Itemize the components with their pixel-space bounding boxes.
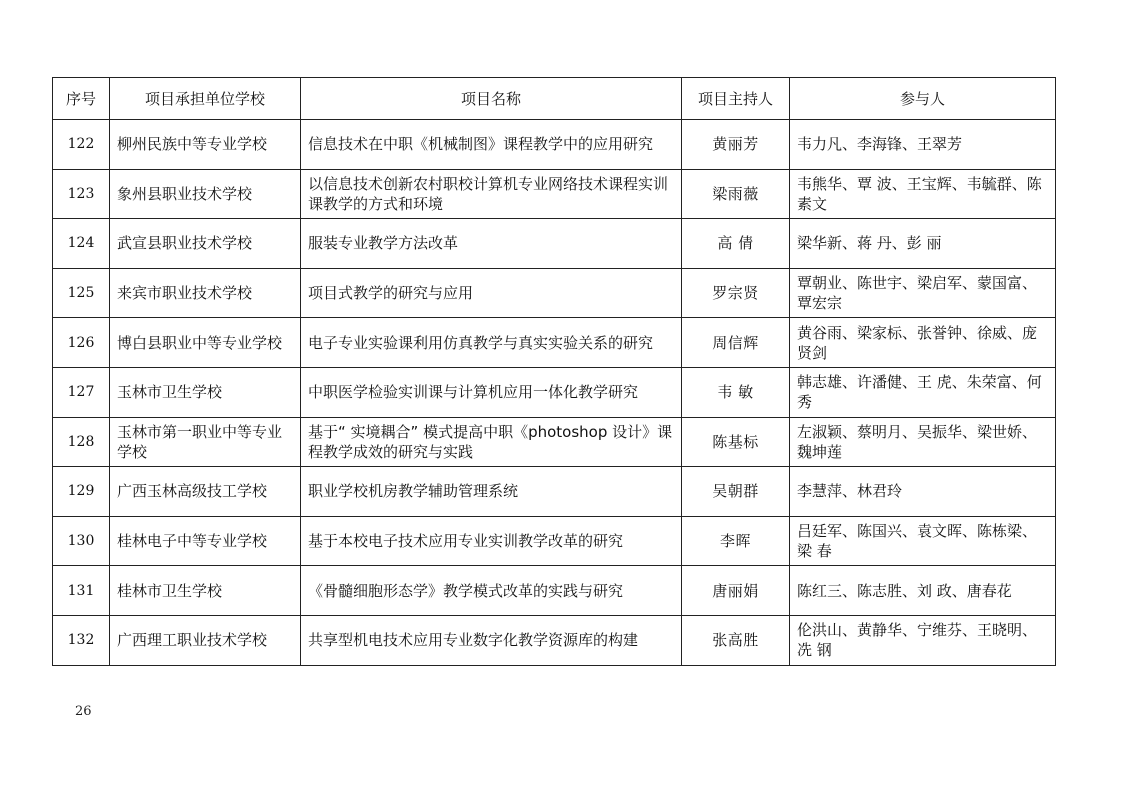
row-host: 周信辉 [682, 318, 790, 368]
row-members: 韩志雄、许潘健、王 虎、朱荣富、何 秀 [790, 367, 1056, 417]
row-host: 唐丽娟 [682, 566, 790, 616]
row-project: 以信息技术创新农村职校计算机专业网络技术课程实训课教学的方式和环境 [301, 169, 682, 219]
row-school: 广西理工职业技术学校 [110, 615, 301, 665]
row-number: 129 [53, 467, 110, 517]
row-host: 高 倩 [682, 219, 790, 269]
row-host: 李晖 [682, 516, 790, 566]
row-number: 127 [53, 367, 110, 417]
row-project: 中职医学检验实训课与计算机应用一体化教学研究 [301, 367, 682, 417]
row-members: 左淑颖、蔡明月、吴振华、梁世娇、魏坤莲 [790, 417, 1056, 467]
row-members: 梁华新、蒋 丹、彭 丽 [790, 219, 1056, 269]
header-host: 项目主持人 [682, 78, 790, 120]
table-row [53, 268, 1056, 318]
row-number: 124 [53, 219, 110, 269]
row-school: 玉林市第一职业中等专业学校 [110, 417, 301, 467]
row-project: 基于“ 实境耦合” 模式提高中职《photoshop 设计》课程教学成效的研究与实践 [301, 417, 682, 467]
row-members: 覃朝业、陈世宇、梁启军、蒙国富、覃宏宗 [790, 268, 1056, 318]
header-project-name: 项目名称 [301, 78, 682, 120]
row-members: 韦力凡、李海锋、王翠芳 [790, 120, 1056, 170]
row-project: 电子专业实验课利用仿真教学与真实实验关系的研究 [301, 318, 682, 368]
row-host: 陈基标 [682, 417, 790, 467]
row-members: 伦洪山、黄静华、宁维芬、王晓明、冼 钢 [790, 615, 1056, 665]
row-school: 博白县职业中等专业学校 [110, 318, 301, 368]
row-host: 黄丽芳 [682, 120, 790, 170]
header-members: 参与人 [790, 78, 1056, 120]
header-school: 项目承担单位学校 [110, 78, 301, 120]
table-row [53, 318, 1056, 368]
table-row [53, 367, 1056, 417]
page-number: 26 [75, 704, 92, 719]
row-number: 123 [53, 169, 110, 219]
row-project: 职业学校机房教学辅助管理系统 [301, 467, 682, 517]
row-project: 基于本校电子技术应用专业实训教学改革的研究 [301, 516, 682, 566]
row-school: 柳州民族中等专业学校 [110, 120, 301, 170]
row-number: 126 [53, 318, 110, 368]
row-members: 吕廷军、陈国兴、袁文晖、陈栋梁、梁 春 [790, 516, 1056, 566]
row-number: 125 [53, 268, 110, 318]
row-number: 131 [53, 566, 110, 616]
table-row [53, 566, 1056, 616]
row-school: 来宾市职业技术学校 [110, 268, 301, 318]
row-school: 桂林市卫生学校 [110, 566, 301, 616]
row-host: 韦 敏 [682, 367, 790, 417]
row-school: 武宣县职业技术学校 [110, 219, 301, 269]
table-header-row [53, 78, 1056, 120]
row-project: 共享型机电技术应用专业数字化教学资源库的构建 [301, 615, 682, 665]
row-host: 梁雨薇 [682, 169, 790, 219]
row-project: 项目式教学的研究与应用 [301, 268, 682, 318]
row-number: 122 [53, 120, 110, 170]
table-row [53, 516, 1056, 566]
project-table [52, 77, 1056, 666]
row-number: 132 [53, 615, 110, 665]
table-row [53, 219, 1056, 269]
row-host: 吴朝群 [682, 467, 790, 517]
row-number: 128 [53, 417, 110, 467]
row-members: 黄谷雨、梁家标、张誉钟、徐威、庞贤剑 [790, 318, 1056, 368]
row-host: 张高胜 [682, 615, 790, 665]
row-number: 130 [53, 516, 110, 566]
table-row [53, 615, 1056, 665]
table-row [53, 467, 1056, 517]
row-host: 罗宗贤 [682, 268, 790, 318]
row-project: 服装专业教学方法改革 [301, 219, 682, 269]
row-members: 李慧萍、林君玲 [790, 467, 1056, 517]
row-school: 象州县职业技术学校 [110, 169, 301, 219]
table-row [53, 417, 1056, 467]
row-project: 《骨髓细胞形态学》教学模式改革的实践与研究 [301, 566, 682, 616]
row-school: 桂林电子中等专业学校 [110, 516, 301, 566]
row-members: 陈红三、陈志胜、刘 政、唐春花 [790, 566, 1056, 616]
table-row [53, 169, 1056, 219]
row-school: 广西玉林高级技工学校 [110, 467, 301, 517]
row-school: 玉林市卫生学校 [110, 367, 301, 417]
table-row [53, 120, 1056, 170]
row-members: 韦熊华、覃 波、王宝辉、韦毓群、陈素文 [790, 169, 1056, 219]
row-project: 信息技术在中职《机械制图》课程教学中的应用研究 [301, 120, 682, 170]
header-index: 序号 [53, 78, 110, 120]
